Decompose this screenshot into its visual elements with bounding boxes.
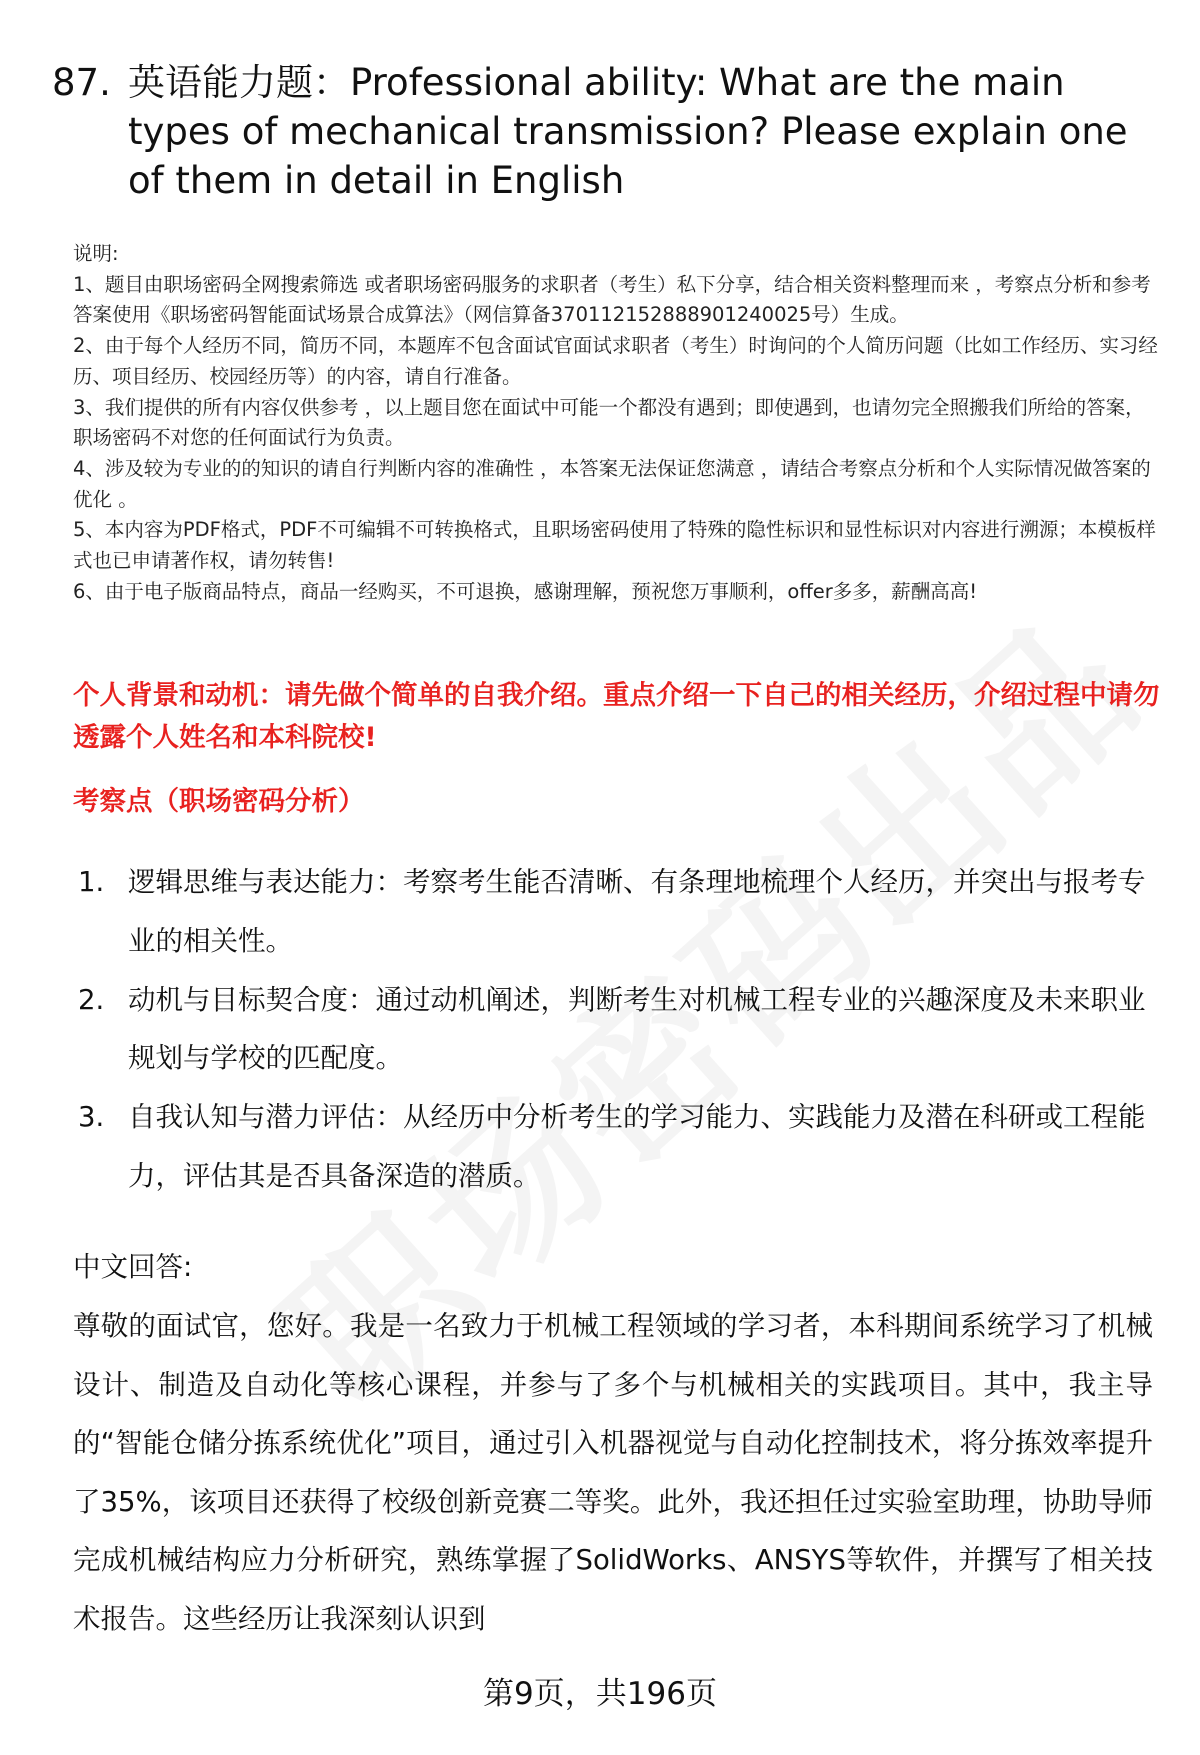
notes-heading: 说明: <box>73 242 119 265</box>
notes-item: 2、由于每个人经历不同，简历不同，本题库不包含面试官面试求职者（考生）时询问的个人简历问题（比如工作经历、实习经历、项目经历、校园经历等）的内容，请自行准备。 <box>73 334 1158 388</box>
analysis-heading: 考察点（职场密码分析） <box>73 786 365 817</box>
notes-item: 6、由于电子版商品特点，商品一经购买，不可退换，感谢理解，预祝您万事顺利，offer多多，薪酬高高! <box>73 579 978 603</box>
interview-question-heading: 个人背景和动机：请先做个简单的自我介绍。重点介绍一下自己的相关经历，介绍过程中请勿透露个人姓名和本科院校! <box>73 680 1160 753</box>
notes-item: 3、我们提供的所有内容仅供参考 ，以上题目您在面试中可能一个都没有遇到；即使遇到，也请勿完全照搬我们所给的答案，职场密码不对您的任何面试行为负责。 <box>73 395 1145 450</box>
question-text: 英语能力题：Professional ability: What are the main types of mechanical transmission? Please explain one of them in detail in English <box>128 61 1128 202</box>
notes-item: 5、本内容为PDF格式，PDF不可编辑不可转换格式，且职场密码使用了特殊的隐性标识和显性标识对内容进行溯源；本模板样式也已申请著作权，请勿转售! <box>73 518 1156 573</box>
analysis-point-number: 2. <box>78 983 105 1016</box>
analysis-point-number: 3. <box>78 1101 105 1133</box>
answer-label: 中文回答: <box>73 1251 193 1283</box>
analysis-point <box>78 971 1163 1088</box>
notes-item: 4、涉及较为专业的的知识的请自行判断内容的准确性 ，本答案无法保证您满意 ，请结合考察点分析和个人实际情况做答案的优化 。 <box>73 456 1151 511</box>
question-title <box>52 58 1162 205</box>
analysis-point-number: 1. <box>78 866 105 898</box>
analysis-point <box>78 853 1163 970</box>
analysis-points-list <box>78 853 1163 1206</box>
analysis-point-text: 动机与目标契合度：通过动机阐述，判断考生对机械工程专业的兴趣深度及未来职业规划与学校的匹配度。 <box>128 983 1146 1074</box>
question-number: 87. <box>52 61 111 104</box>
analysis-point <box>78 1088 1163 1205</box>
analysis-point-text: 自我认知与潜力评估：从经历中分析考生的学习能力、实践能力及潜在科研或工程能力，评估其是否具备深造的潜质。 <box>128 1101 1146 1192</box>
answer-body: 尊敬的面试官，您好。我是一名致力于机械工程领域的学习者，本科期间系统学习了机械设计、制造及自动化等核心课程，并参与了多个与机械相关的实践项目。其中，我主导的“智能仓储分拣系统优化”项目，通过引入机器视觉与自动化控制技术，将分拣效率提升了35%，该项目还获得了校级创新竞赛二等奖。此外，我还担任过实验室助理，协助导师完成机械结构应力分析研究，熟练掌握了SolidWorks、ANSYS等软件，并撰写了相关技术报告。这些经历让我深刻认识到 <box>73 1310 1153 1635</box>
notes-item: 1、题目由职场密码全网搜索筛选 或者职场密码服务的求职者（考生）私下分享，结合相关资料整理而来 ，考察点分析和参考答案使用《职场密码智能面试场景合成算法》（网信算备370112152888901240025号）生成。 <box>73 272 1151 327</box>
notes-section <box>73 239 1163 607</box>
analysis-point-text: 逻辑思维与表达能力：考察考生能否清晰、有条理地梳理个人经历，并突出与报考专业的相关性。 <box>128 866 1146 957</box>
page-footer: 第9页，共196页 <box>483 1676 717 1712</box>
